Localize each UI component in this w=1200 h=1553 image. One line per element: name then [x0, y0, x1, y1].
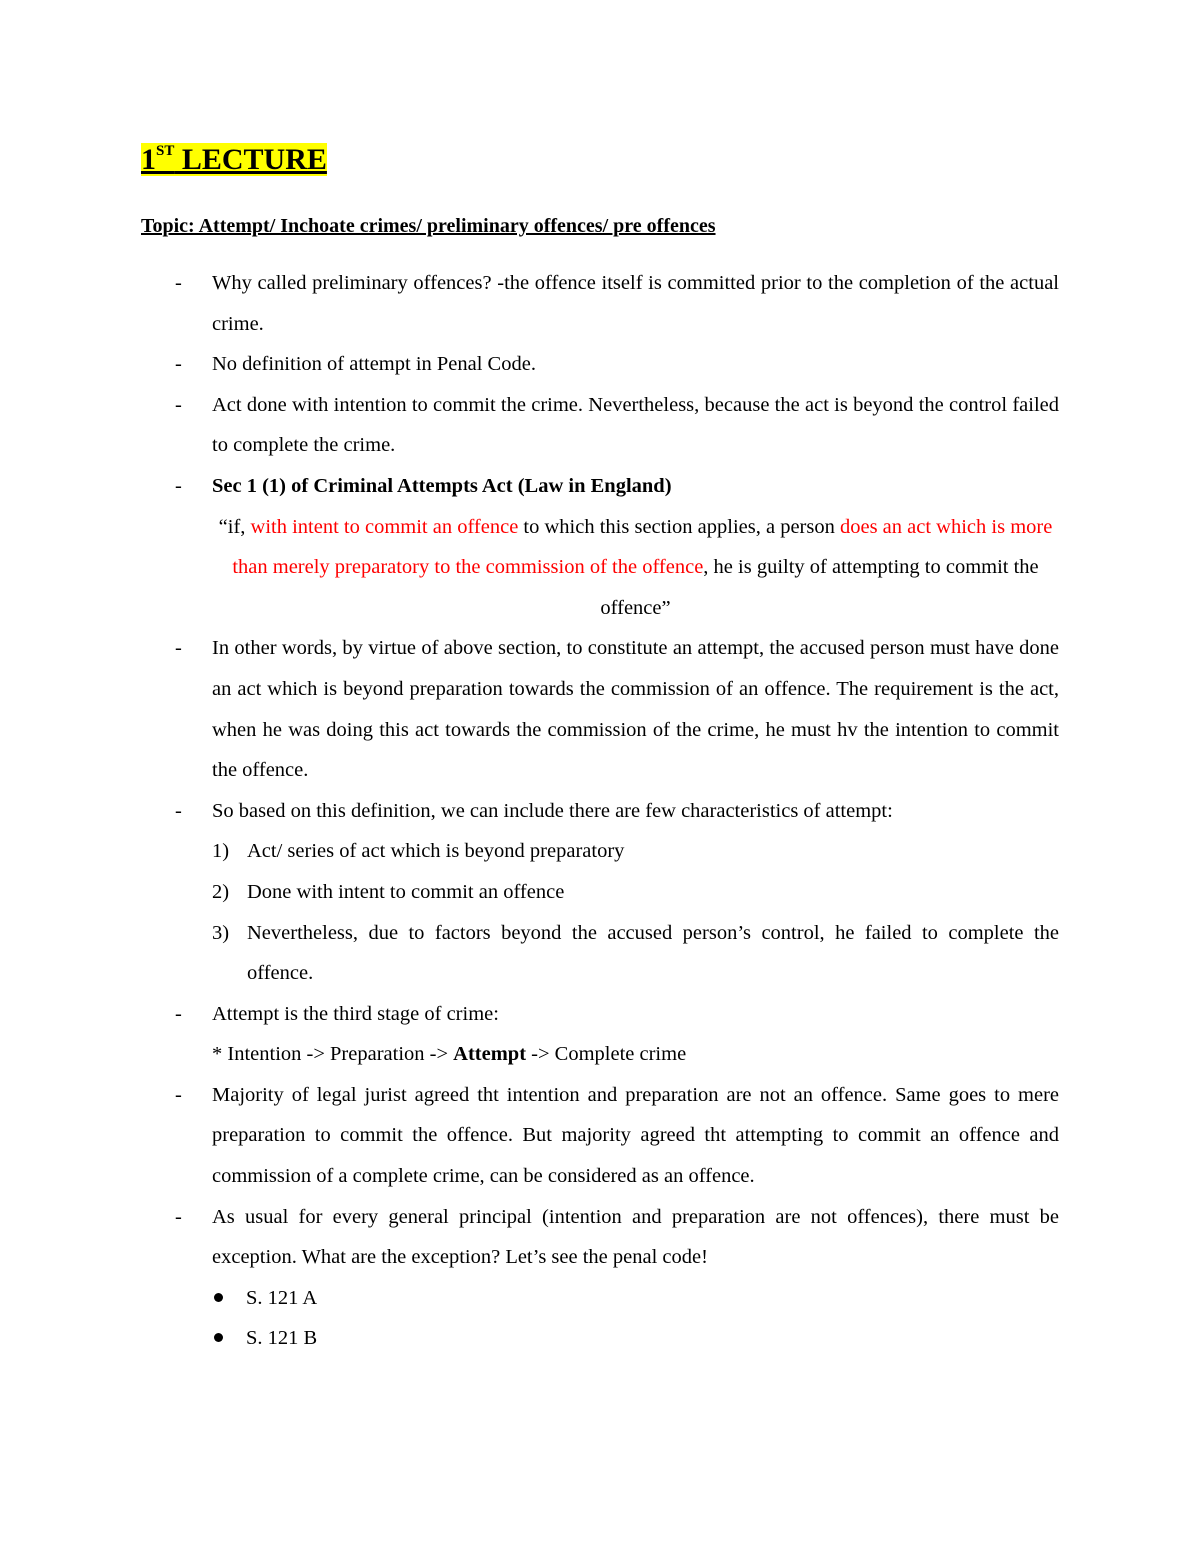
numbered-item [141, 831, 1059, 872]
bullet-dot-icon [214, 1293, 223, 1302]
item-text: In other words, by virtue of above section, to constitute an attempt, the accused person must have done an act which is beyond preparation towards the commission of an offence. The requirement is the act, when he was doing this act towards the commission of the crime, he must hv the intention to commit the offence. [212, 637, 1059, 782]
numbered-item [141, 913, 1059, 994]
numbered-item-text: Act/ series of act which is beyond preparatory [247, 840, 625, 863]
stages-bold: Attempt [453, 1043, 527, 1066]
lecture-title [141, 140, 327, 180]
list-item [141, 791, 1059, 832]
dash-bullet: - [175, 272, 182, 294]
statute-quote [212, 507, 1059, 629]
list-item [141, 628, 1059, 790]
item-text: Act done with intention to commit the crime. Nevertheless, because the act is beyond the control failed to complete the crime. [212, 393, 1059, 457]
lecture-notes [141, 263, 1059, 1359]
item-number: 3) [212, 921, 230, 944]
quote-text: , he is guilty of attempting to commit the offence” [600, 556, 1039, 619]
list-item-statute [141, 466, 1059, 628]
item-text: No definition of attempt in Penal Code. [212, 353, 536, 376]
bullet-dot-icon [214, 1333, 223, 1342]
quote-text: “if, [218, 515, 251, 538]
list-item [141, 1075, 1059, 1197]
section-bullet [141, 1278, 1059, 1319]
title-word: LECTURE [174, 143, 327, 176]
dash-bullet: - [175, 637, 182, 660]
list-item [141, 263, 1059, 344]
item-text: As usual for every general principal (intention and preparation are not offences), there must be exception. What are the exception? Let’s see the penal code! [212, 1205, 1059, 1269]
list-item [141, 385, 1059, 466]
quote-highlight-red: does an act which is more than merely preparatory to the commission of the offence [232, 515, 1053, 579]
numbered-item-text: Nevertheless, due to factors beyond the accused person’s control, he failed to complete the offence. [247, 921, 1059, 985]
numbered-item [141, 872, 1059, 913]
dash-bullet: - [175, 353, 182, 376]
item-text: Attempt is the third stage of crime: [212, 1002, 499, 1025]
numbered-item-text: Done with intent to commit an offence [247, 880, 565, 903]
title-superscript: ST [156, 143, 175, 159]
item-text: Majority of legal jurist agreed tht intention and preparation are not an offence. Same goes to mere preparation to commit the offence. But majority agreed tht attempting to commit an offence and commission of a complete crime, can be considered as an offence. [212, 1083, 1059, 1188]
statute-heading: Sec 1 (1) of Criminal Attempts Act (Law in England) [212, 474, 672, 497]
stages-text: -> Complete crime [526, 1043, 687, 1066]
dash-bullet: - [175, 393, 182, 416]
stages-text: * Intention -> Preparation -> [212, 1043, 454, 1066]
item-text: Why called preliminary offences? -the offence itself is committed prior to the completion of the actual crime. [212, 272, 1059, 335]
section-ref: S. 121 A [246, 1286, 318, 1309]
dash-bullet: - [175, 474, 182, 497]
list-item [141, 1197, 1059, 1278]
dash-bullet: - [175, 799, 182, 822]
dash-bullet: - [175, 1083, 182, 1106]
item-number: 2) [212, 880, 230, 903]
quote-highlight-red: with intent to commit an offence [250, 515, 519, 538]
list-item [141, 344, 1059, 385]
title-highlight [141, 143, 327, 176]
quote-text: to which this section applies, a person [518, 515, 840, 538]
item-number: 1) [212, 840, 230, 863]
dash-bullet: - [175, 1205, 182, 1228]
item-text: So based on this definition, we can include there are few characteristics of attempt: [212, 799, 893, 822]
section-bullet [141, 1318, 1059, 1359]
title-number: 1 [141, 143, 156, 176]
dash-bullet: - [175, 1002, 182, 1025]
topic-heading: Topic: Attempt/ Inchoate crimes/ preliminary offences/ pre offences [141, 215, 716, 237]
section-ref: S. 121 B [246, 1327, 318, 1350]
crime-stages [212, 1034, 1059, 1075]
list-item [141, 994, 1059, 1075]
